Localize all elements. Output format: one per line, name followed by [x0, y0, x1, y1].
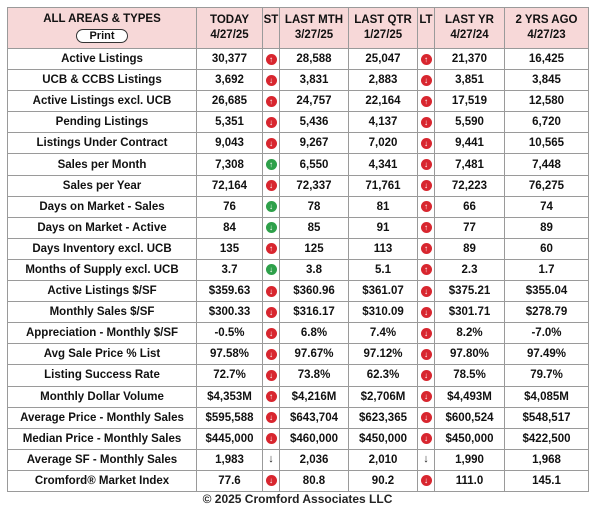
arrow-down-red-icon: ↓ [421, 75, 432, 86]
last-mth-value: $4,216M [280, 386, 349, 407]
two-yrs-value: -7.0% [505, 323, 589, 344]
table-row [8, 344, 589, 365]
today-value: $445,000 [197, 428, 263, 449]
market-table-container [7, 7, 588, 492]
table-row [8, 323, 589, 344]
arrow-up-red-icon: ↑ [266, 391, 277, 402]
last-yr-value: 111.0 [435, 470, 505, 491]
arrow-down-red-icon: ↓ [266, 286, 277, 297]
header-last-mth [280, 8, 349, 49]
last-yr-value: 17,519 [435, 91, 505, 112]
today-value: 135 [197, 238, 263, 259]
header-row [8, 8, 589, 49]
two-yrs-value: 12,580 [505, 91, 589, 112]
arrow-down-red-icon: ↓ [266, 412, 277, 423]
arrow-up-red-icon: ↑ [266, 96, 277, 107]
table-row [8, 154, 589, 175]
st-label: ST [263, 14, 279, 26]
last-mth-value: 85 [280, 217, 349, 238]
lt-indicator [418, 428, 435, 449]
two-yrs-value: $4,085M [505, 386, 589, 407]
last-qtr-value: 22,164 [349, 91, 418, 112]
today-value: 30,377 [197, 49, 263, 70]
table-body [8, 49, 589, 492]
today-value: 3.7 [197, 259, 263, 280]
last-mth-value: 3,831 [280, 70, 349, 91]
lt-indicator [418, 70, 435, 91]
header-last-qtr [349, 8, 418, 49]
today-date: 4/27/25 [210, 29, 249, 41]
st-indicator [263, 259, 280, 280]
row-label: Monthly Sales $/SF [8, 302, 197, 323]
arrow-down-green-icon: ↓ [266, 264, 277, 275]
arrow-down-plain-icon: ↓ [423, 453, 429, 466]
two-yrs-value: 1.7 [505, 259, 589, 280]
arrow-down-red-icon: ↓ [421, 370, 432, 381]
arrow-down-red-icon: ↓ [266, 75, 277, 86]
last-mth-value: $643,704 [280, 407, 349, 428]
st-indicator [263, 91, 280, 112]
st-indicator [263, 49, 280, 70]
row-label: Average SF - Monthly Sales [8, 449, 197, 470]
arrow-down-red-icon: ↓ [421, 159, 432, 170]
last-qtr-value: $450,000 [349, 428, 418, 449]
last-qtr-label: LAST QTR [354, 14, 412, 26]
arrow-down-red-icon: ↓ [266, 180, 277, 191]
two-yrs-value: 16,425 [505, 49, 589, 70]
today-value: 5,351 [197, 112, 263, 133]
last-qtr-value: 4,137 [349, 112, 418, 133]
arrow-down-green-icon: ↓ [266, 222, 277, 233]
arrow-down-red-icon: ↓ [266, 433, 277, 444]
today-value: 3,692 [197, 70, 263, 91]
last-qtr-value: 5.1 [349, 259, 418, 280]
last-yr-value: 9,441 [435, 133, 505, 154]
arrow-down-red-icon: ↓ [421, 475, 432, 486]
table-row [8, 470, 589, 491]
lt-indicator [418, 49, 435, 70]
arrow-down-red-icon: ↓ [421, 180, 432, 191]
two-yrs-value: $355.04 [505, 281, 589, 302]
area-title: ALL AREAS & TYPES [43, 13, 161, 25]
row-label: Sales per Year [8, 175, 197, 196]
st-indicator [263, 449, 280, 470]
last-mth-value: $360.96 [280, 281, 349, 302]
st-indicator [263, 154, 280, 175]
last-mth-value: 73.8% [280, 365, 349, 386]
arrow-down-green-icon: ↓ [266, 201, 277, 212]
st-indicator [263, 133, 280, 154]
row-label: Cromford® Market Index [8, 470, 197, 491]
two-yrs-value: $548,517 [505, 407, 589, 428]
arrow-up-red-icon: ↑ [266, 54, 277, 65]
row-label: Avg Sale Price % List [8, 344, 197, 365]
lt-label: LT [419, 14, 433, 26]
last-mth-value: 125 [280, 238, 349, 259]
market-summary-table [7, 7, 589, 492]
table-row [8, 449, 589, 470]
last-yr-value: $4,493M [435, 386, 505, 407]
two-yrs-value: 10,565 [505, 133, 589, 154]
last-yr-value: $375.21 [435, 281, 505, 302]
st-indicator [263, 70, 280, 91]
last-mth-value: 6,550 [280, 154, 349, 175]
today-value: 72,164 [197, 175, 263, 196]
last-mth-value: 5,436 [280, 112, 349, 133]
arrow-down-red-icon: ↓ [421, 286, 432, 297]
today-value: $4,353M [197, 386, 263, 407]
last-yr-label: LAST YR [445, 14, 494, 26]
lt-indicator [418, 259, 435, 280]
st-indicator [263, 407, 280, 428]
two-yrs-value: 6,720 [505, 112, 589, 133]
arrow-down-red-icon: ↓ [266, 307, 277, 318]
last-mth-value: 6.8% [280, 323, 349, 344]
table-row [8, 428, 589, 449]
lt-indicator [418, 386, 435, 407]
last-yr-value: 78.5% [435, 365, 505, 386]
st-indicator [263, 238, 280, 259]
last-mth-value: 72,337 [280, 175, 349, 196]
last-qtr-value: 71,761 [349, 175, 418, 196]
arrow-down-plain-icon: ↓ [268, 453, 274, 466]
today-value: $300.33 [197, 302, 263, 323]
last-qtr-value: 113 [349, 238, 418, 259]
row-label: Listing Success Rate [8, 365, 197, 386]
last-qtr-value: $623,365 [349, 407, 418, 428]
copyright-footer: © 2025 Cromford Associates LLC [202, 492, 393, 506]
lt-indicator [418, 217, 435, 238]
two-yrs-value: $278.79 [505, 302, 589, 323]
row-label: Days Inventory excl. UCB [8, 238, 197, 259]
row-label: Active Listings [8, 49, 197, 70]
table-row [8, 49, 589, 70]
table-row [8, 386, 589, 407]
arrow-up-green-icon: ↑ [266, 159, 277, 170]
today-value: 77.6 [197, 470, 263, 491]
today-value: 9,043 [197, 133, 263, 154]
last-yr-value: $450,000 [435, 428, 505, 449]
arrow-down-red-icon: ↓ [421, 138, 432, 149]
last-yr-value: 2.3 [435, 259, 505, 280]
today-value: 26,685 [197, 91, 263, 112]
arrow-down-red-icon: ↓ [266, 370, 277, 381]
last-yr-value: 89 [435, 238, 505, 259]
lt-indicator [418, 133, 435, 154]
st-indicator [263, 217, 280, 238]
two-yrs-value: 76,275 [505, 175, 589, 196]
last-yr-value: 3,851 [435, 70, 505, 91]
last-yr-value: 21,370 [435, 49, 505, 70]
table-row [8, 112, 589, 133]
last-mth-value: $460,000 [280, 428, 349, 449]
st-indicator [263, 196, 280, 217]
last-mth-value: 3.8 [280, 259, 349, 280]
row-label: Monthly Dollar Volume [8, 386, 197, 407]
arrow-down-red-icon: ↓ [421, 328, 432, 339]
last-qtr-value: 25,047 [349, 49, 418, 70]
last-qtr-value: 90.2 [349, 470, 418, 491]
st-indicator [263, 323, 280, 344]
last-qtr-value: 7,020 [349, 133, 418, 154]
last-yr-value: 72,223 [435, 175, 505, 196]
lt-indicator [418, 154, 435, 175]
last-mth-value: 28,588 [280, 49, 349, 70]
table-row [8, 91, 589, 112]
last-yr-value: 97.80% [435, 344, 505, 365]
arrow-down-red-icon: ↓ [266, 117, 277, 128]
last-yr-value: 5,590 [435, 112, 505, 133]
arrow-down-red-icon: ↓ [266, 349, 277, 360]
arrow-up-red-icon: ↑ [266, 243, 277, 254]
last-mth-value: 80.8 [280, 470, 349, 491]
two-yrs-value: 145.1 [505, 470, 589, 491]
table-row [8, 302, 589, 323]
table-row [8, 259, 589, 280]
row-label: Sales per Month [8, 154, 197, 175]
row-label: Appreciation - Monthly $/SF [8, 323, 197, 344]
lt-indicator [418, 449, 435, 470]
today-value: -0.5% [197, 323, 263, 344]
st-indicator [263, 365, 280, 386]
arrow-up-red-icon: ↑ [421, 201, 432, 212]
table-row [8, 217, 589, 238]
row-label: Median Price - Monthly Sales [8, 428, 197, 449]
arrow-down-red-icon: ↓ [421, 307, 432, 318]
two-yrs-value: 97.49% [505, 344, 589, 365]
today-value: 1,983 [197, 449, 263, 470]
two-yrs-value: 89 [505, 217, 589, 238]
today-value: 7,308 [197, 154, 263, 175]
row-label: Days on Market - Active [8, 217, 197, 238]
last-yr-value: 1,990 [435, 449, 505, 470]
print-button[interactable]: Print [76, 29, 127, 43]
arrow-down-red-icon: ↓ [266, 138, 277, 149]
last-qtr-value: 4,341 [349, 154, 418, 175]
header-lt [418, 8, 435, 49]
two-yrs-date: 4/27/23 [527, 29, 566, 41]
today-label: TODAY [210, 14, 249, 26]
last-yr-value: $301.71 [435, 302, 505, 323]
last-yr-value: 8.2% [435, 323, 505, 344]
two-yrs-value: 7,448 [505, 154, 589, 175]
table-row [8, 407, 589, 428]
last-mth-value: $316.17 [280, 302, 349, 323]
two-yrs-value: 1,968 [505, 449, 589, 470]
two-yrs-value: 60 [505, 238, 589, 259]
arrow-up-red-icon: ↑ [421, 96, 432, 107]
st-indicator [263, 386, 280, 407]
last-yr-date: 4/27/24 [450, 29, 489, 41]
header-st [263, 8, 280, 49]
row-label: UCB & CCBS Listings [8, 70, 197, 91]
arrow-down-red-icon: ↓ [421, 433, 432, 444]
last-mth-value: 78 [280, 196, 349, 217]
lt-indicator [418, 302, 435, 323]
st-indicator [263, 344, 280, 365]
lt-indicator [418, 91, 435, 112]
today-value: $595,588 [197, 407, 263, 428]
last-yr-value: $600,524 [435, 407, 505, 428]
today-value: $359.63 [197, 281, 263, 302]
last-mth-value: 2,036 [280, 449, 349, 470]
lt-indicator [418, 238, 435, 259]
today-value: 97.58% [197, 344, 263, 365]
today-value: 84 [197, 217, 263, 238]
st-indicator [263, 428, 280, 449]
arrow-up-red-icon: ↑ [421, 264, 432, 275]
today-value: 76 [197, 196, 263, 217]
st-indicator [263, 470, 280, 491]
header-today [197, 8, 263, 49]
lt-indicator [418, 365, 435, 386]
last-qtr-value: 91 [349, 217, 418, 238]
table-row [8, 70, 589, 91]
lt-indicator [418, 344, 435, 365]
lt-indicator [418, 470, 435, 491]
lt-indicator [418, 407, 435, 428]
last-yr-value: 77 [435, 217, 505, 238]
last-yr-value: 66 [435, 196, 505, 217]
lt-indicator [418, 323, 435, 344]
arrow-down-red-icon: ↓ [266, 328, 277, 339]
arrow-up-red-icon: ↑ [421, 54, 432, 65]
table-row [8, 365, 589, 386]
last-qtr-value: $2,706M [349, 386, 418, 407]
row-label: Days on Market - Sales [8, 196, 197, 217]
row-label: Average Price - Monthly Sales [8, 407, 197, 428]
arrow-down-red-icon: ↓ [421, 349, 432, 360]
row-label: Active Listings excl. UCB [8, 91, 197, 112]
last-qtr-value: 2,883 [349, 70, 418, 91]
two-yrs-label: 2 YRS AGO [515, 14, 578, 26]
st-indicator [263, 112, 280, 133]
last-qtr-value: 7.4% [349, 323, 418, 344]
lt-indicator [418, 175, 435, 196]
lt-indicator [418, 112, 435, 133]
two-yrs-value: 79.7% [505, 365, 589, 386]
two-yrs-value: 3,845 [505, 70, 589, 91]
last-qtr-value: 2,010 [349, 449, 418, 470]
table-row [8, 133, 589, 154]
lt-indicator [418, 281, 435, 302]
today-value: 72.7% [197, 365, 263, 386]
table-row [8, 238, 589, 259]
last-mth-value: 24,757 [280, 91, 349, 112]
last-qtr-value: 97.12% [349, 344, 418, 365]
st-indicator [263, 281, 280, 302]
arrow-up-red-icon: ↑ [421, 222, 432, 233]
row-label: Listings Under Contract [8, 133, 197, 154]
last-qtr-value: 62.3% [349, 365, 418, 386]
last-qtr-value: $361.07 [349, 281, 418, 302]
header-last-yr [435, 8, 505, 49]
row-label: Active Listings $/SF [8, 281, 197, 302]
st-indicator [263, 175, 280, 196]
last-qtr-value: 81 [349, 196, 418, 217]
arrow-down-red-icon: ↓ [421, 412, 432, 423]
two-yrs-value: $422,500 [505, 428, 589, 449]
last-mth-date: 3/27/25 [294, 29, 334, 41]
last-mth-label: LAST MTH [284, 14, 344, 26]
table-row [8, 281, 589, 302]
last-mth-value: 9,267 [280, 133, 349, 154]
row-label: Pending Listings [8, 112, 197, 133]
arrow-down-red-icon: ↓ [421, 391, 432, 402]
last-qtr-value: $310.09 [349, 302, 418, 323]
two-yrs-value: 74 [505, 196, 589, 217]
header-two-yrs [505, 8, 589, 49]
header-area [8, 8, 197, 49]
arrow-down-red-icon: ↓ [266, 475, 277, 486]
arrow-down-red-icon: ↓ [421, 117, 432, 128]
arrow-up-red-icon: ↑ [421, 243, 432, 254]
row-label: Months of Supply excl. UCB [8, 259, 197, 280]
table-row [8, 175, 589, 196]
table-row [8, 196, 589, 217]
st-indicator [263, 302, 280, 323]
last-mth-value: 97.67% [280, 344, 349, 365]
lt-indicator [418, 196, 435, 217]
last-yr-value: 7,481 [435, 154, 505, 175]
last-qtr-date: 1/27/25 [363, 29, 403, 41]
